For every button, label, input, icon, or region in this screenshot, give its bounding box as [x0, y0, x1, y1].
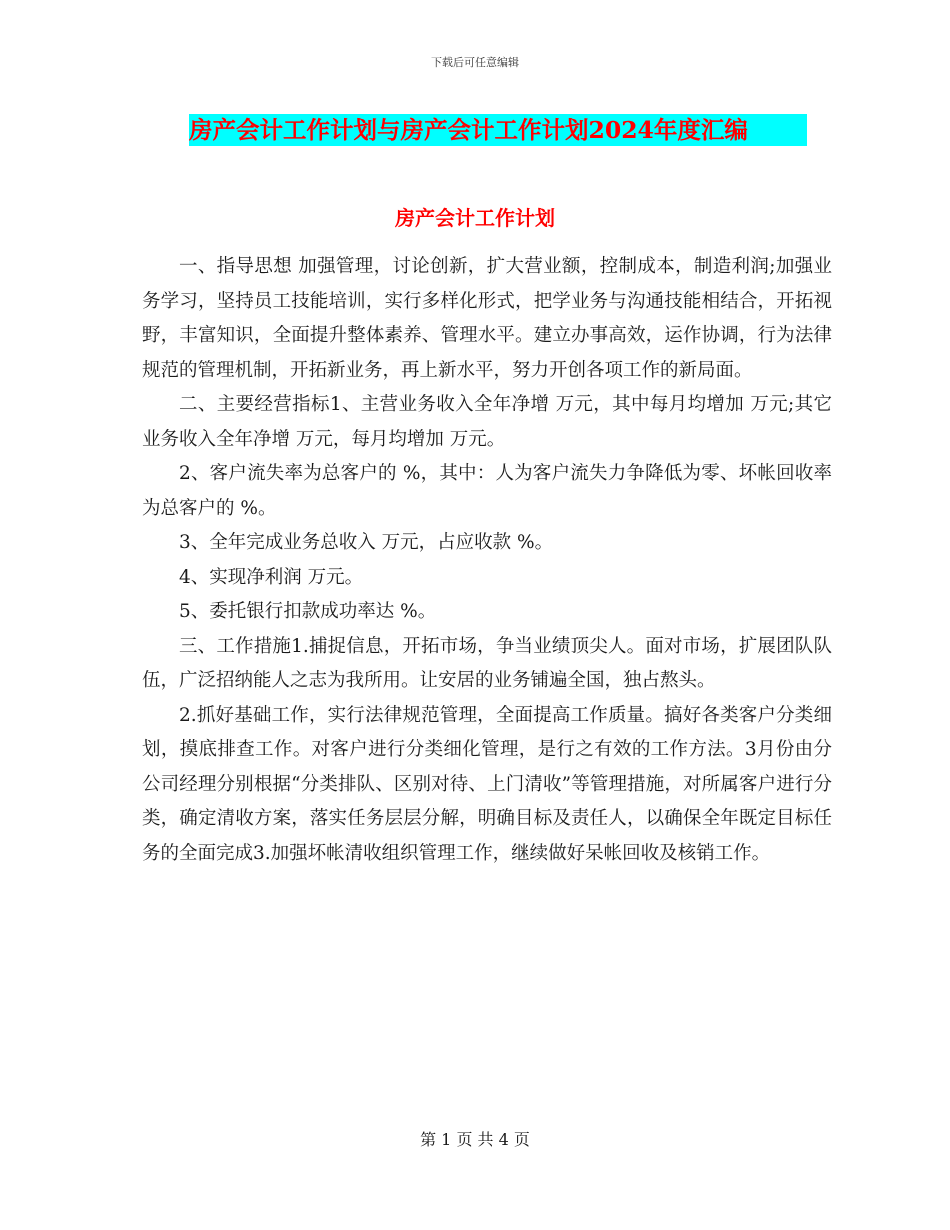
paragraph-net-profit: 4、实现净利润 万元。 [179, 566, 364, 588]
paragraph-bank-deduction: 5、委托银行扣款成功率达 %。 [179, 601, 437, 622]
paragraph-basic-work: 2.抓好基础工作，实行法律规范管理，全面提高工作质量。搞好各类客户分类细划，摸底排查工作。对客户进行分类细化管理，是行之有效的工作方法。3月份由分公司经理分别根据“分类排队、区别对待、上门清收”等管理措施，对所属客户进行分类，确定清收方案，落实任务层层分解，明确目标及责任人，以确保全年既定目标任务的全面完成3.加强坏帐清收组织管理工作，继续做好呆帐回收及核销工作。 [142, 704, 832, 864]
paragraph-main-targets: 二、主要经营指标1、主营业务收入全年净增 万元，其中每月均增加 万元;其它业务收入全年净增 万元，每月均增加 万元。 [142, 394, 832, 450]
body-text [142, 250, 832, 871]
document-title: 房产会计工作计划与房产会计工作计划2024年度汇编 [189, 114, 807, 146]
section-title: 房产会计工作计划 [395, 206, 555, 230]
paragraph-guiding-idea: 一、指导思想 加强管理，讨论创新，扩大营业额，控制成本，制造利润;加强业务学习，坚持员工技能培训，实行多样化形式，把学业务与沟通技能相结合，开拓视野，丰富知识，全面提升整体素养、管理水平。建立办事高效，运作协调，行为法律规范的管理机制，开拓新业务，再上新水平，努力开创各项工作的新局面。 [142, 256, 832, 381]
paragraph-customer-loss: 2、客户流失率为总客户的 %，其中：人为客户流失力争降低为零、坏帐回收率为总客户的 %。 [142, 463, 832, 519]
header-note: 下载后可任意编辑 [431, 56, 519, 69]
paragraph-work-measures: 三、工作措施1.捕捉信息，开拓市场，争当业绩顶尖人。面对市场，扩展团队队伍，广泛招纳能人之志为我所用。让安居的业务铺遍全国，独占熬头。 [142, 635, 832, 691]
page-number: 第 1 页 共 4 页 [420, 1130, 530, 1149]
paragraph-total-revenue: 3、全年完成业务总收入 万元，占应收款 %。 [179, 532, 554, 553]
